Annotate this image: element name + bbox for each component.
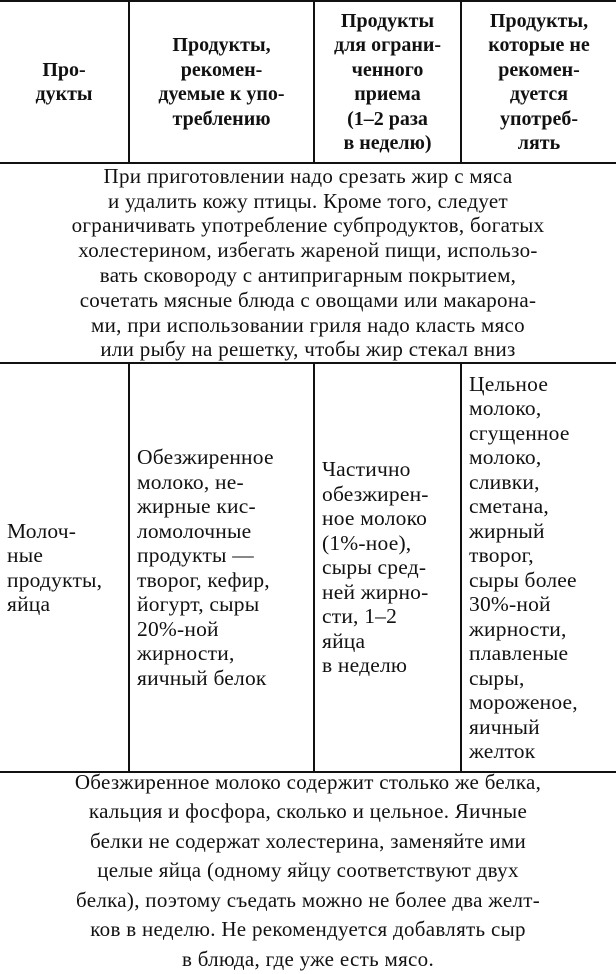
text-line: ченного (351, 58, 424, 81)
text-line: белки не содержат холестерина, заменяйте ими (89, 828, 527, 853)
text-line: дуемые к упо- (158, 83, 285, 105)
dairy-limited-cell (322, 364, 460, 771)
text-line: яйца (7, 592, 51, 616)
text-line: лять (517, 132, 561, 154)
text-line: жирные кис- (137, 494, 256, 518)
text-line: яичный белок (137, 665, 267, 690)
text-line: сыры, (469, 665, 525, 690)
text-line: сти, 1–2 (322, 604, 398, 629)
text-line: в неделю) (343, 132, 432, 154)
dairy-not-recommended-cell (469, 364, 616, 771)
text-line: в блюда, где уже есть мясо. (181, 946, 435, 971)
text-line: 30%-ной (469, 592, 551, 616)
text-line: 20%-ной (137, 616, 219, 641)
text-line: дукты (35, 83, 93, 105)
header-not-recommended (462, 2, 616, 162)
text-line: творог, кефир, (137, 567, 270, 592)
text-line: желток (469, 739, 536, 763)
text-line: Продукты, (172, 34, 271, 56)
header-limited (315, 2, 460, 162)
text-line: Цельное (469, 371, 549, 396)
dairy-product-cell (7, 364, 128, 771)
text-line: ми, при использовании гриля надо класть мясо (91, 312, 525, 337)
text-line: ное молоко (322, 506, 428, 531)
col-divider (313, 363, 315, 772)
text-line: дуется (509, 83, 569, 105)
text-line: Обезжиренное (137, 445, 274, 469)
header-recommended (130, 2, 313, 162)
text-line: обезжирен- (322, 481, 429, 506)
text-line: мороженое, (469, 690, 578, 714)
text-line: приема (354, 83, 421, 105)
text-line: для ограни- (333, 34, 442, 56)
text-line: ней жирно- (322, 579, 429, 604)
text-line: рекомен- (498, 58, 580, 81)
text-line: жирный (469, 518, 545, 543)
text-line: Продукты, (489, 9, 589, 32)
text-line: Частично (322, 457, 411, 482)
text-line: жирности, (469, 616, 567, 641)
text-line: сыры более (469, 567, 577, 592)
text-line: в неделю (322, 653, 408, 678)
text-line: молоко, не- (137, 469, 244, 494)
text-line: холестерином, избегать жареной пищи, использо- (78, 238, 538, 263)
text-line: употреб- (500, 107, 578, 130)
text-line: которые не (488, 34, 590, 56)
text-line: сметана, (469, 494, 549, 518)
text-line: кальция и фосфора, сколько и цельное. Яичные (88, 799, 528, 824)
text-line: сочетать мясные блюда с овощами или макарона- (79, 287, 537, 312)
dairy-note (0, 769, 616, 971)
text-line: сливки, (469, 469, 540, 494)
text-line: продукты, (7, 567, 103, 592)
text-line: сгущенное (469, 420, 570, 445)
text-line: ломолочные (137, 518, 252, 543)
text-line: плавленые (469, 641, 569, 665)
col-divider (460, 363, 462, 772)
text-line: треблению (172, 107, 271, 130)
text-line: молоко, (469, 445, 542, 469)
text-line: сыры сред- (322, 555, 427, 580)
text-line: йогурт, сыры (137, 592, 260, 616)
text-line: ные (7, 543, 44, 567)
text-line: белка), поэтому съедать можно не более два желт- (76, 887, 540, 912)
text-line: Обезжиренное молоко содержит столько же белка, (74, 769, 542, 794)
dairy-recommended-cell (137, 364, 313, 771)
text-line: молоко, (469, 396, 542, 420)
text-line: (1%-ное), (322, 530, 412, 555)
text-line: жирности, (137, 641, 235, 665)
header-products (0, 2, 128, 162)
text-line: или рыбу на решетку, чтобы жир стекал вниз (100, 337, 516, 362)
text-line: ограничивать употребление субпродуктов, богатых (71, 213, 545, 238)
text-line: яйца (322, 628, 366, 653)
text-line: При приготовлении надо срезать жир с мяса (103, 163, 513, 188)
text-line: творог, (469, 543, 534, 567)
text-line: Про- (42, 58, 86, 81)
cooking-note (0, 164, 616, 362)
text-line: и удалить кожу птицы. Кроме того, следует (108, 188, 508, 213)
text-line: Молоч- (7, 518, 77, 543)
text-line: Продукты (340, 9, 435, 32)
text-line: продукты — (137, 543, 254, 567)
text-line: яичный (469, 714, 540, 739)
col-divider (128, 363, 130, 772)
text-line: (1–2 раза (347, 107, 428, 130)
text-line: ков в неделю. Не рекомендуется добавлять сыр (90, 917, 526, 942)
text-line: вать сковороду с антипригарным покрытием, (99, 263, 517, 287)
text-line: рекомен- (180, 58, 263, 81)
text-line: целые яйца (одному яйцу соответствуют двух (97, 858, 519, 883)
